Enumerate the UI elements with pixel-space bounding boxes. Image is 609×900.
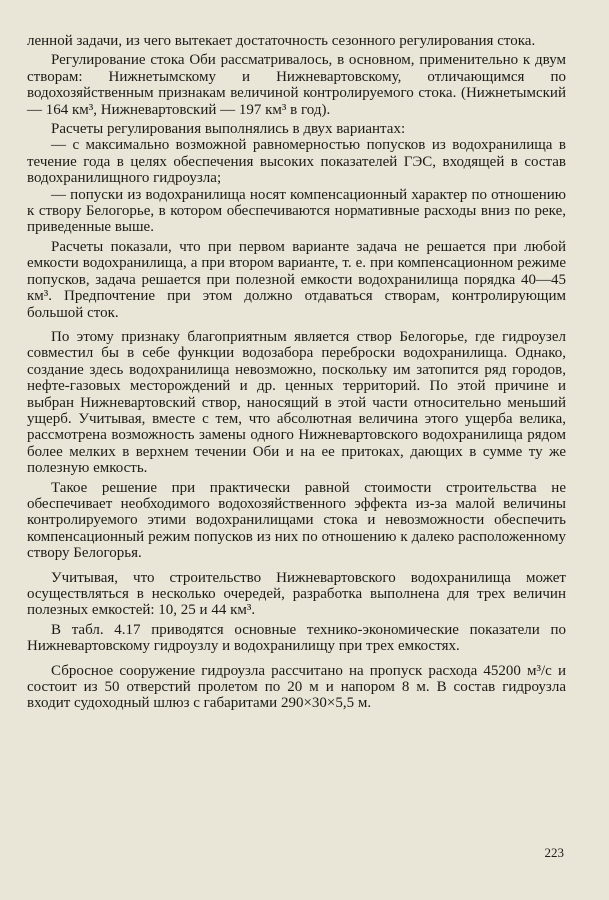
paragraph-continuation: ленной задачи, из чего вытекает достаточность сезонного регулирования стока. <box>27 33 536 49</box>
paragraph-alternative-solution: Такое решение при практически равной стоимости строительства не обеспечивает необходимого водохозяйственного эффекта из-за малой величины контролируемого этими водохранилищами стока и невозможности обеспечить компенсационный режим попусков из них по отношению к далеко расположенному створу Белогорья. <box>27 479 566 562</box>
paragraph-stages: Учитывая, что строительство Нижневартовского водохранилища может осуществляться в несколько очередей, разработка выполнена для трех величин полезных емкостей: 10, 25 и 44 км³. <box>27 569 566 619</box>
page-number: 223 <box>544 845 564 860</box>
paragraph-variants-intro: Расчеты регулирования выполнялись в двух вариантах: <box>51 121 406 138</box>
paragraph-variant-one: — с максимально возможной равномерностью попусков из водохранилища в течение года в целях обеспечения высоких показателей ГЭС, входящей в состав водохранилищного гидроузла; <box>27 137 566 187</box>
paragraph-table-reference: В табл. 4.17 приводятся основные технико-экономические показатели по Нижневартовскому гидроузлу и водохранилищу при трех емкостях. <box>27 621 566 655</box>
page-body <box>27 33 566 712</box>
paragraph-spillway: Сбросное сооружение гидроузла рассчитано на пропуск расхода 45200 м³/с и состоит из 50 отверстий пролетом по 20 м и напором 8 м. В состав гидроузла входит судоходный шлюз с габаритами 290×30×5,5 м. <box>27 662 566 712</box>
paragraph-ob-regulation: Регулирование стока Оби рассматривалось, в основном, применительно к двум створам: Нижнетымскому и Нижневартовскому, отличающимся по водохозяйственным признакам величиной контролируемого стока. (Нижнетымский — 164 км³, Нижневартовский — 197 км³ в год). <box>27 52 566 118</box>
paragraph-belogorye-site: По этому признаку благоприятным является створ Белогорье, где гидроузел совместил бы в себе функции водозабора переброски водохранилища. Однако, создание здесь водохранилища невозможно, поскольку им затопится ряд городов, нефте-газовых месторождений и др. ценных территорий. По этой причине и выбран Нижневартовский створ, наносящий в этой части относительно меньший ущерб. Учитывая, вместе с тем, что абсолютная величина этого ущерба велика, рассмотрена возможность замены одного Нижневартовского водохранилища рядом более мелких в верхнем течении Оби и на ее притоках, дающих в сумме ту же полезную емкость. <box>27 328 566 477</box>
paragraph-variant-two: — попуски из водохранилища носят компенсационный характер по отношению к створу Белогорье, в котором обеспечиваются нормативные расходы вниз по реке, приведенные выше. <box>27 186 566 236</box>
paragraph-calculation-results: Расчеты показали, что при первом варианте задача не решается при любой емкости водохранилища, а при втором варианте, т. е. при компенсационном режиме попусков, задача решается при полезной емкости водохранилища порядка 40—45 км³. Предпочтение при этом должно отдаваться створам, контролирующим большой сток. <box>27 238 566 321</box>
